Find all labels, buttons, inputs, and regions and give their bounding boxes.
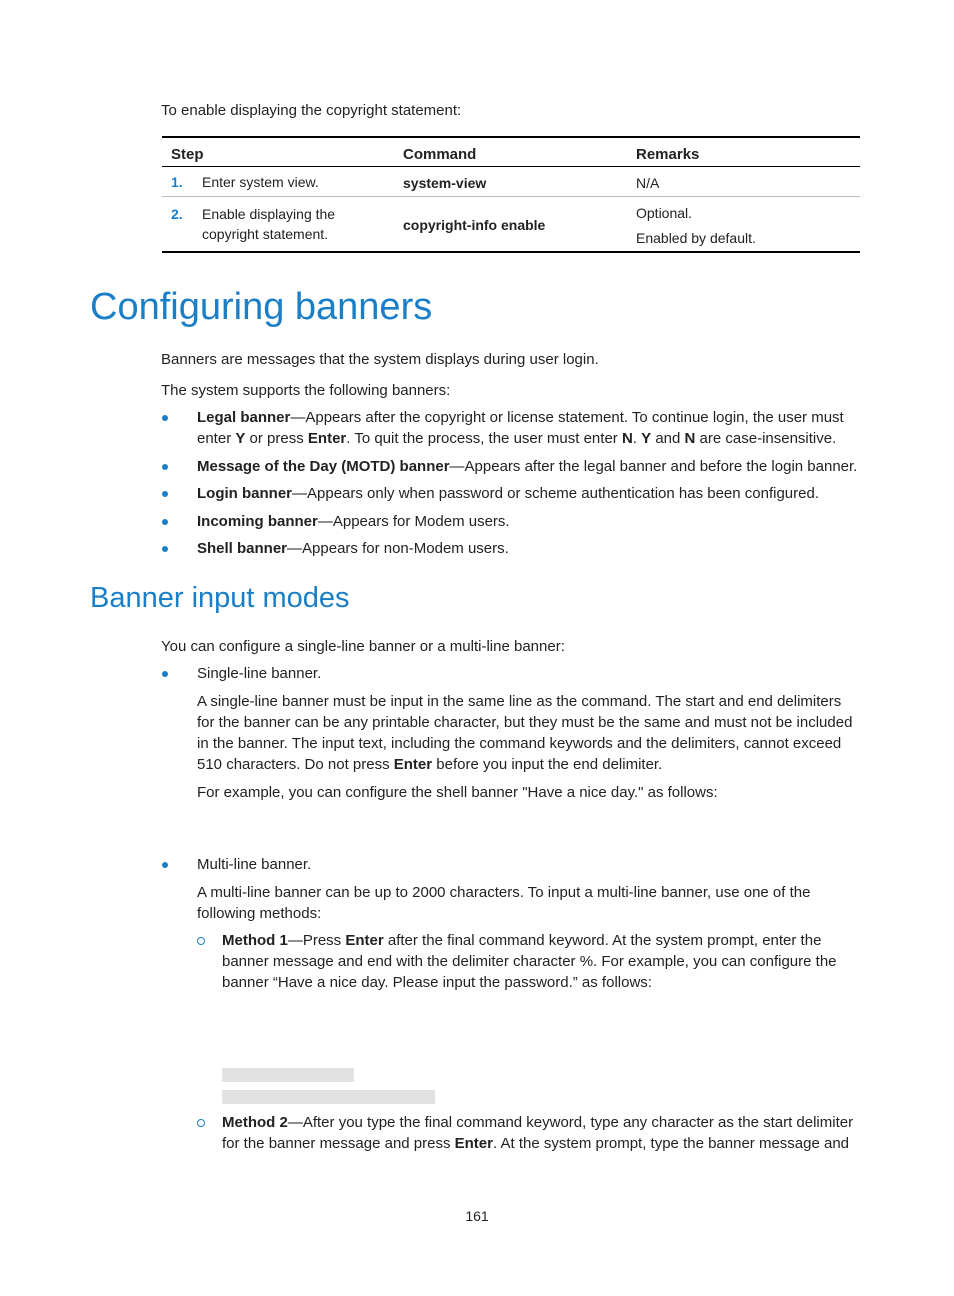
list-item-multi-line: Multi-line banner.: [197, 856, 312, 873]
circle-bullet-icon: [197, 1119, 205, 1127]
intro-text: To enable displaying the copyright statement:: [161, 102, 462, 119]
table-row-2-remarks-line2: Enabled by default.: [636, 230, 756, 246]
single-line-example: For example, you can configure the shell banner "Have a nice day." as follows:: [197, 784, 718, 801]
bullet-icon: [162, 671, 168, 677]
table-row-2-command: copyright-info enable: [403, 217, 546, 233]
list-item-motd-banner: Message of the Day (MOTD) banner—Appears after the legal banner and before the login banner.: [197, 458, 858, 475]
paragraph-banners-intro: Banners are messages that the system displays during user login.: [161, 351, 599, 368]
table-row-2-remarks-line1: Optional.: [636, 205, 693, 221]
method-1-line-2: banner message and end with the delimiter character %. For example, you can configure the: [222, 953, 837, 970]
code-placeholder-block: [222, 1090, 435, 1104]
table-header-rule: [162, 166, 860, 167]
list-item-legal-banner-cont: enter Y or press Enter. To quit the process, the user must enter N. Y and N are case-insensitive.: [197, 430, 837, 447]
bullet-icon: [162, 546, 168, 552]
list-item-shell-banner: Shell banner—Appears for non-Modem users.: [197, 540, 509, 557]
table-row-2-step-line2: copyright statement.: [202, 226, 329, 242]
method-1-line-3: banner “Have a nice day. Please input the password.” as follows:: [222, 974, 652, 991]
single-line-desc-1: A single-line banner must be input in the same line as the command. The start and end delimiters: [197, 693, 842, 710]
table-row-1-num: 1.: [171, 174, 183, 190]
bullet-icon: [162, 464, 168, 470]
table-header-step: Step: [171, 146, 204, 163]
table-row-1-step: Enter system view.: [202, 174, 319, 190]
table-row-2-num: 2.: [171, 206, 183, 222]
method-2-line-1: Method 2—After you type the final command keyword, type any character as the start delimiter: [222, 1114, 854, 1131]
bullet-icon: [162, 862, 168, 868]
circle-bullet-icon: [197, 937, 205, 945]
single-line-desc-3: in the banner. The input text, including the command keywords and the delimiters, cannot exceed: [197, 735, 842, 752]
list-item-single-line: Single-line banner.: [197, 665, 322, 682]
page-number: 161: [465, 1208, 489, 1224]
bullet-icon: [162, 415, 168, 421]
table-row-2-step-line1: Enable displaying the: [202, 206, 336, 222]
table-bottom-rule: [162, 251, 860, 253]
method-2-line-2: for the banner message and press Enter. At the system prompt, type the banner message and: [222, 1135, 850, 1152]
table-header-remarks: Remarks: [636, 146, 700, 163]
single-line-desc-2: for the banner can be any printable character, but they must be the same and must not be included: [197, 714, 853, 731]
table-header-command: Command: [403, 146, 477, 163]
bullet-icon: [162, 519, 168, 525]
list-item-login-banner: Login banner—Appears only when password or scheme authentication has been configured.: [197, 485, 819, 502]
method-1-line-1: Method 1—Press Enter after the final command keyword. At the system prompt, enter the: [222, 932, 822, 949]
subsection-title: Banner input modes: [90, 582, 350, 614]
multi-line-desc-2: following methods:: [197, 905, 322, 922]
table-row-rule: [162, 196, 860, 197]
table-top-rule: [162, 136, 860, 138]
multi-line-desc-1: A multi-line banner can be up to 2000 characters. To input a multi-line banner, use one of the: [197, 884, 811, 901]
section-title: Configuring banners: [90, 286, 433, 328]
table-row-1-command: system-view: [403, 175, 487, 191]
code-placeholder-block: [222, 1068, 354, 1082]
list-item-legal-banner: Legal banner—Appears after the copyright or license statement. To continue login, the user must: [197, 409, 844, 426]
bullet-icon: [162, 491, 168, 497]
table-row-1-remarks: N/A: [636, 175, 660, 191]
paragraph-banners-supported: The system supports the following banners:: [161, 382, 451, 399]
list-item-incoming-banner: Incoming banner—Appears for Modem users.: [197, 513, 510, 530]
paragraph-modes-intro: You can configure a single-line banner or a multi-line banner:: [161, 638, 565, 655]
single-line-desc-4: 510 characters. Do not press Enter before you input the end delimiter.: [197, 756, 663, 773]
